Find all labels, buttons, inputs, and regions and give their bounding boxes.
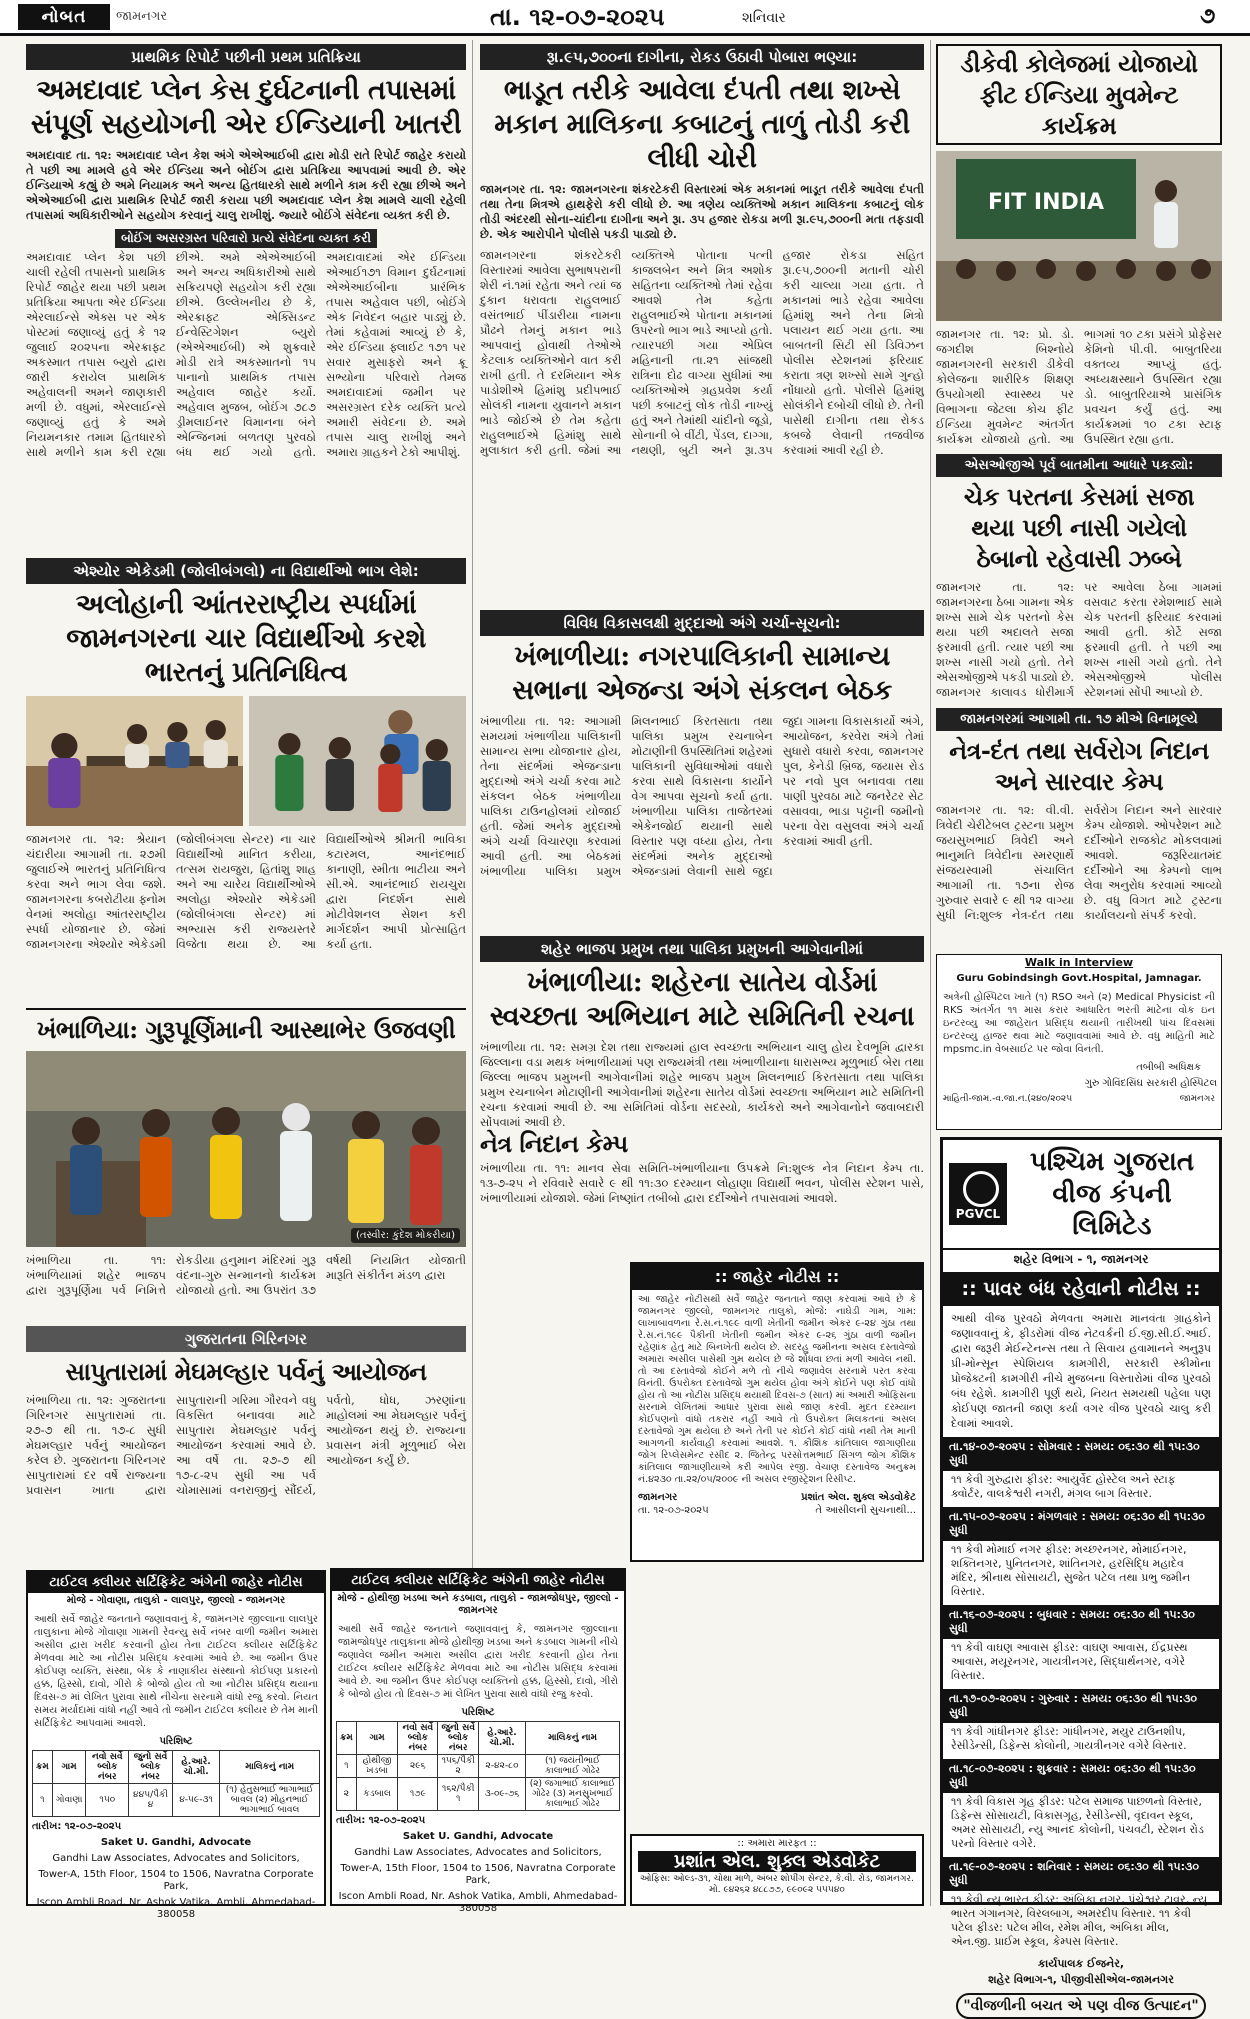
article-kicker: વિવિધ વિકાસલક્ષી મુદ્દાઓ અંગે ચર્ચા-સૂચનો: (480, 610, 924, 636)
interview-sign-org: ગુરુ ગોવિંદસિંઘ સરકારી હોસ્પિટલ (1084, 1078, 1217, 1089)
notice-body: આ જાહેર નોટીસથી સર્વે જાહેર જનતાને જાણ કરવામાં આવે છે કે જામનગર જીલ્લો, જામનગર તાલુકો, મોજે: નાઘેડી ગામ, ગામ: લાખાબાવળના રે.સ.નં.૧૯૯ વાળી ખેતીની જમીન એકર ૯-૨૪ ગુંઠા તથા રે.સ.નં.૧૯૯ પૈકીની ખેતીની જમીન એકર ૯-૨૬ ગુંઠા વાળી જમીન રહેણાંક હેતુ માટે બિનખેતી થયેલ છે. સદરહુ જમીનના અસલ દસ્તાવેજો અમારા અસીલ પાસેથી ગુમ થયેલ છે જે શોધવા છતાં મળી આવેલ નથી. તો આ દસ્તાવેજો કોઈને મળે તો નીચે જણાવેલ સરનામે પરત કરવા વિનંતી. ઉપરોક્ત દસ્તાવેજો ગુમ થયેલ હોવા અંગે કોઈને પણ કોઈ વાંધો હોય તો આ નોટીસ પ્રસિદ્ધ થયાથી દિવસ-૭ (સાત) માં અમારી ઓફિસના સરનામે લેખિતમાં આધાર પુરાવા સાથે જાણ કરવી. મુદત દરમ્યાન કોઈપણનો વાંધો તકરાર નહીં આવે તો ઉપરોક્ત મિલકતનાં અસલ દસ્તાવેજો ગુમ થયેલા છે અને તેની પર કોઈને કોઈ વાંધો નથી તેમ માની આગળની કાર્યવાહી કરવામાં આવશે. ૧. કૌશિક કાંતિલાલ જાગાણીયા જોગ રિપ્લેસમેન્ટ રસીદ ૨. જિતેન્દ્ર પરસોત્તમભાઈ સિંગળ જોગ કૌશિક કાંતિલાલ જાગાણીયાએ કરી આપેલ રજી. વેચાણ દસ્તાવેજ અનુક્રમ નં.૪૨૩૦ તા.૨૨/૦૫/૨૦૦૯ ની અસલ રજીસ્ટ્રેશન રિસીપ્ટ. (638, 1294, 916, 1485)
table-header: નવો સર્વે બ્લોક નંબર (398, 1722, 438, 1755)
students-photo-2 (249, 696, 466, 826)
notice-schedule-table (32, 1750, 320, 1817)
interview-title: Walk in Interview (1024, 956, 1134, 969)
pgvcl-slogan: "વીજળીની બચત એ પણ વીજ ઉત્પાદન" (956, 1993, 1206, 2019)
table-cell: ૧૫૬/પૈકી ૨ (438, 1755, 479, 1778)
interview-body: અત્રેની હોસ્પિટલ ખાતે (૧) RSO અને (૨) Medical Physicist ની RKS અંતર્ગત ૧૧ માસ કરાર આધારિત ભરતી માટેના વોક ઇન ઇન્ટરવ્યુ આ જાહેરાત પ્રસિદ્ધ થયાની તારીખથી પાંચ દિવસમાં ઇન્ટરવ્યુ હાજર થવા માટે જણાવવામાં આવે છે. વધુ માહિતી માટે mpsmc.in વેબસાઈટ પર જોવા વિનંતી. (943, 992, 1215, 1055)
table-header: ક્રમ (337, 1722, 357, 1755)
article-headline: ભાડૂત તરીકે આવેલા દંપતી તથા શખ્સે મકાન માલિકના કબાટનું તાળું તોડી કરી લીધી ચોરી (494, 75, 910, 174)
notice-signer-note: તે આસીલની સુચનાથી... (815, 1505, 916, 1516)
article-headline: ચેક પરતના કેસમાં સજા થયા પછી નાસી ગયેલો ઠેબાનો રહેવાસી ઝબ્બે (963, 482, 1195, 573)
article-headline: અમદાવાદ પ્લેન કેસ દુર્ઘટનાની તપાસમાં સંપૂર્ણ સહયોગની એર ઈન્ડિયાની ખાતરી (30, 75, 462, 140)
notice-signer: Saket U. Gandhi, Advocate (100, 1837, 252, 1848)
notice-schedule-label: પરિશિષ્ટ (461, 1707, 495, 1718)
notice-title: :: જાહેર નોટીસ :: (632, 1264, 922, 1290)
notice-body: આથી સર્વે જાહેર જનતાને જણાવવાનું કે, જામનગર જીલ્લાના જામજોધપુર તાલુકાના મોજે હોથીજી ખડબા અને કડબાલ ગામની નીચે જણાવેલ જમીન અમારા અસીલ દ્વારા ખરીદ કરવાની હોય તેના ટાઈટલ ક્લીયર સર્ટિફિકેટ મેળવવા માટે આ નોટીસ પ્રસિદ્ધ કરવામાં આવે છે. આ જમીન ઉપર કોઈપણ વ્યક્તિનો હક્ક, હિસ્સો, દાવો, ગીરો કે બોજો હોય તો દિવસ-૭ માં લેખિત પુરાવા સાથે વાંધો રજુ કરવો. (338, 1624, 618, 1700)
pgvcl-logo-text: PGVCL (955, 1207, 1001, 1221)
table-cell: ૧ (337, 1755, 357, 1778)
lawyer-name: પ્રશાંત એલ. શુક્લ એડવોકેટ (638, 1851, 916, 1872)
title-clear-notice-govana (26, 1570, 326, 1920)
pgvcl-signatory: કાર્યપાલક ઈજનેર, (1037, 1957, 1125, 1970)
article-gurupurnima (26, 1008, 466, 1320)
notice-date: તારીખ: ૧૨-૦૭-૨૦૨૫ (336, 1815, 426, 1826)
article-body: જામનગર તા. ૧૨: વી.વી. ત્રિવેદી ચેરીટેબલ ટ્રસ્ટના પ્રમુખ જયસુખભાઈ ત્રિવેદી અને ભાનુમતિ ત્રિવેદીના સ્મરણાર્થે સંજયસ્વામી સંચાલિત આગામી તા. ૧૭ના રોજ ગુરુવાર સવારે ૯ થી ૧૨ વાગ્યા સુધી નિ:શુલ્ક નેત્ર-દંત તથા સર્વરોગ નિદાન અને સારવાર કેમ્પ યોજાશે. ઓપરેશન માટે દર્દીઓને રાજકોટ મોકલવામાં આવશે. જરૂરિયાતમંદ દર્દીઓને આ કેમ્પનો લાભ લેવા અનુરોધ કરવામાં આવ્યો છે. વધુ વિગત માટે ટ્રસ્ટના કાર્યાલયનો સંપર્ક કરવો. (936, 803, 1222, 922)
pgvcl-notice-title: :: પાવર બંધ રહેવાની નોટીસ :: (943, 1272, 1219, 1306)
schedule-entry: ૧૧ કેવી વાઘણ આવાસ ફીડર: વાઘણ આવાસ, ઈંદ્રપ્રસ્થ આવાસ, મયૂરનગર, ગાયત્રીનગર, સિદ્ધાર્થનગર, વગેરે વિસ્તાર. (951, 1641, 1188, 1682)
eye-camp-body: ખંભાળીયા તા. ૧૧: માનવ સેવા સમિતિ-ખંભાળીયાના ઉપક્રમે નિ:શુલ્ક નેત્ર નિદાન કેમ્પ તા. ૧૩-૭-૨૫ ને રવિવારે સવારે ૯ થી ૧૧:૩૦ દરમ્યાન લોહાણા વિદ્યાર્થી ભવન, પોલીસ સ્ટેશન પાસે, ખંભાળીયામાં યોજાશે. જેમાં નિષ્ણાંત તબીબો દ્વારા દર્દીઓને તપાસવામાં આવશે. (480, 1161, 924, 1205)
notice-place: જામનગર (638, 1492, 678, 1503)
article-headline: ખંભાળિયા: ગુરૂપૂર્ણિમાની આસ્થાભેર ઉજવણી (26, 1008, 466, 1051)
article-kicker: જામનગરમાં આગામી તા. ૧૭ મીએ વિનામૂલ્યે (936, 708, 1222, 731)
table-header: માલિકનું નામ (220, 1751, 320, 1784)
notice-firm: Gandhi Law Associates, Advocates and Solicitors, (52, 1853, 300, 1864)
article-headline: ડીકેવી કોલેજમાં યોજાયો ફીટ ઈન્ડિયા મુવમેન્ટ કાર્યક્રમ (936, 44, 1222, 145)
notice-date: તા. ૧૨-૦૭-૨૦૨૫ (638, 1505, 709, 1516)
lawyer-address: ઓફિસ: ઓલ્ડ-૩૧, ચોથા માળે, અંબર શોપીંગ સેન્ટર, કે.વી. રોડ, જામનગર. મો. ૯૪૨૬૨ ૪૮૮૭૭, ૯૯૦૯૨ ૫૫૫૪૦ (640, 1874, 914, 1895)
article-fit-india (936, 44, 1222, 448)
schedule-entry: ૧૧ કેવી મોમાઈ નગર ફીડર: મચ્છરનગર, મોમાઈનગર, શક્તિનગર, પુનિતનગર, શાંતિનગર, હરસિદ્ધિ મહાદેવ મંદિર, શ્રીનાથ સોસાયટી, સુજેત પટેલ તથા પ્રભુ જમીન વિસ્તાર. (951, 1543, 1191, 1598)
table-header: નવો સર્વે બ્લોક નંબર (86, 1751, 129, 1784)
table-header: માલિકનું નામ (526, 1722, 620, 1755)
logo-city: જામનગર (116, 9, 168, 24)
article-kicker: એસઓજીએ પૂર્વ બાતમીના આધારે પકડ્યો: (936, 454, 1222, 477)
article-headline: અલોહાની આંતરરાષ્ટ્રીય સ્પર્ધામાં જામનગરના ચાર વિદ્યાર્થીઓ કરશે ભારતનું પ્રતિનિધિત્વ (66, 589, 426, 688)
table-header: જુનો સર્વે બ્લોક નંબર (129, 1751, 173, 1784)
notice-address-line1: Tower-A, 15th Floor, 1504 to 1506, Navratna Corporate Park, (38, 1869, 314, 1892)
article-kicker: પ્રાથમિક રિપોર્ટ પછીની પ્રથમ પ્રતિક્રિયા (26, 44, 466, 70)
table-cell: ૧૫૦ (86, 1784, 129, 1817)
table-cell: ૨૯૬ (398, 1755, 438, 1778)
lawyer-advert (630, 1834, 924, 1906)
article-subhead: બોઈંગ અસરગ્રસ્ત પરિવારો પ્રત્યે સંવેદના વ્યક્ત કરી (115, 229, 377, 248)
table-cell: (૨) જગાભાઈ કાલાભાઈ ગોઢેર (૩) મનસુખભાઈ કાલાભાઈ ગોઢેર (526, 1778, 620, 1811)
article-headline: સાપુતારામાં મેઘમલ્હાર પર્વનું આયોજન (65, 1357, 427, 1386)
fit-india-banner-text: FIT INDIA (988, 190, 1104, 215)
masthead (0, 0, 1250, 36)
pgvcl-intro: આથી વીજ પુરવઠો મેળવતા અમારા માનવંતા ગ્રાહકોને જણાવવાનું કે, ફીડરોમાં વીજ નેટવર્કની ઈ.જી.સી.ઈ.આઈ. દ્વારા જરૂરી મેઈન્ટેનન્સ તથા તે સિવાય હવામાનને અનુરૂપ પ્રી-મોન્સૂન સ્પેશિયલ કામગીરી, સરકારી સ્કીમોના પ્રોજેક્ટની કામગીરી નીચે મુજબના વિસ્તારોમાં વીજ પુરવઠો બંધ રહેશે. કામગીરી પૂર્ણ થયે, નિયત સમયથી પહેલા પણ કોઈપણ જાતની જાણ કર્યા વગર વીજ પુરવઠો ચાલુ કરી દેવામાં આવશે. (951, 1312, 1211, 1430)
notice-title: ટાઈટલ ક્લીયર સર્ટિફિકેટ અંગેની જાહેર નોટીસ (28, 1572, 324, 1593)
table-header: જુનો સર્વે બ્લોક નંબર (438, 1722, 479, 1755)
table-cell: કડબાલ (356, 1778, 398, 1811)
schedule-entry: ૧૧ કેવી ગુરુદ્વારા ફીડર: આયુર્વેદ હોસ્ટેલ અને સ્ટાફ ક્વોર્ટર, વાલકેશ્વરી નગરી, મંગલ બાગ વિસ્તાર. (951, 1473, 1176, 1500)
article-saputara (26, 1326, 466, 1566)
article-kicker: એશ્યોર એકેડમી (જોલીબંગલો) ના વિદ્યાર્થીઓ ભાગ લેશે: (26, 558, 466, 584)
pgvcl-company-name: પશ્ચિમ ગુજરાત વીજ કંપની લિમિટેડ (1029, 1147, 1195, 1241)
article-body: જામનગરના શંકરટેકરી વિસ્તારમાં આવેલા સુભાષપરાની શેરી નં.૧માં રહેતા અને ત્યાં જ દુકાન ધરાવતા રાહુલભાઈ વસંતભાઈ પીંડારીયા નામના પ્રૌઢને તેમનું મકાન ભાડે આપવાનું હોવાથી તેઓએ કેટલાક વ્યક્તિઓને વાત કરી રાખી હતી. તે દરમિયાન એક પાડોશીએ હિમાંશુ પ્રદીપભાઈ સોલંકી નામના યુવાનને મકાન ભાડે જોઈએ છે તેમ કહેતા રાહુલભાઈએ હિમાંશુ સાથે મુલાકાત કરી હતી. જેમાં આ વ્યક્તિએ પોતાના પત્ની કાજલબેન અને મિત્ર અશોક સહિતના વ્યક્તિઓ તેમાં રહેવા આવશે તેમ કહેતા રાહુલભાઈએ પોતાના મકાનમાં ઉપરનો ભાગ ભાડે આપ્યો હતો. ત્યારપછી ગયા એપ્રિલ મહિનાની તા.૨૧ સાંજથી રાત્રિના દોઢ વાગ્યા સુધીમાં આ વ્યક્તિઓએ ગ્રહપ્રવેશ કર્યા પછી કબાટનું લોક તોડી નાખ્યું હતું અને તેમાંથી ચાંદીનો જૂડો, સોનાની બે વીંટી, પેંડલ, દાગ્ગા, નથણી, બુટી અને રૂા.૩૫ હજાર રોકડા સહિત રૂા.૯૫,૭૦૦ની મતાની ચોરી કરી ચાલ્યા ગયા હતા. તે મકાનમાં ભાડે રહેવા આવેલા હિમાંશુ અને તેના મિત્રો પલાયન થઈ ગયા હતા. આ બાબતની સિટી સી ડિવિઝન પોલીસ સ્ટેશનમાં ફરિયાદ કરાતા ત્રણ શખ્સો સામે ગુન્હો નોંધાયો હતો. પોલીસે હિમાંશુ સોલંકીને દબોચી લીધો છે. તેની પાસેથી દાગીના તથા રોકડ કબજે લેવાની તજવીજ કરવામાં આવી રહી છે. (480, 248, 924, 457)
article-cleanliness-committee (480, 936, 924, 1258)
notice-address-line2: Iscon Ambli Road, Nr. Ashok Vatika, Ambli, Ahmedabad-380058 (36, 1897, 316, 1920)
pgvcl-schedule (943, 1437, 1219, 1951)
gurupurnima-photo (26, 1051, 466, 1247)
lawyer-label: :: અમારા મારફત :: (737, 1838, 817, 1849)
photo-credit: (તસ્વીર: કુંદેશ મોકરીયા) (351, 1228, 460, 1243)
notice-firm: Gandhi Law Associates, Advocates and Solicitors, (354, 1847, 602, 1858)
article-body: જામનગર તા. ૧૨: શ્રેયાન ચંદારીયા આગામી તા. ૨૭મી જુલાઈએ ભારતનું પ્રતિનિધિત્વ કરવા અને ભાગ લેવા જશે. જામનગરના કબરોટીયા ફ્નોમ વેનમાં અલોહા આંતરરાષ્ટ્રીય સ્પર્ધા યોજાનાર છે. જેમાં જામનગરના એશ્યોર એકેડમી (જોલીબંગલા સેન્ટર) ના ચાર વિદ્યાર્થીઓ માનિત કરીયા, તત્સમ રાયજુરા, હિતાંશુ શાહ અને આ ચારેય વિદ્યાર્થીઓએ અલોહા એશ્યોર એકેડમી (જોલીબંગલા સેન્ટર) માં અભ્યાસ કરી રાજ્યસ્તરે વિજેતા થયા છે. આ વિદ્યાર્થીઓએ શ્રીમતી ભાવિકા કટારમલ, આનંદભાઈ કાનાણી, સ્મીતા ભાટીયા અને સી.એ. આનંદભાઈ રાયચુરા દ્વારા નિદર્શન સાથે મોટીવેશનલ સેશન કરી માર્ગદર્શન આપી પ્રોત્સાહિત કર્યા હતા. (26, 832, 466, 951)
students-photo-1 (26, 696, 243, 826)
schedule-entry: ૧૧ કેવી ગાંધીનગર ફીડર: ગાંધીનગર, મયુર ટાઉનશીપ, રેસીડેન્સી, ડિફેન્સ કોલોની, ગાયત્રીનગર વગેરે વિસ્તાર. (951, 1725, 1187, 1752)
table-row (337, 1778, 620, 1811)
notice-address-line1: Tower-A, 15th Floor, 1504 to 1506, Navratna Corporate Park, (340, 1863, 616, 1886)
schedule-day: તા.૧૭-૦૭-૨૦૨૫ : ગુરુવાર : સમય: ૦૬:૩૦ થી ૧૫:૩૦ સુધી (943, 1689, 1219, 1723)
pgvcl-signatory-office: શહેર વિભાગ-૧, પીજીવીસીએલ-જામનગર (988, 1973, 1174, 1986)
article-headline: ખંભાળીયા: શહેરના સાતેય વોર્ડમાં સ્વચ્છતા અભિયાન માટે સમિતિની રચના (489, 967, 915, 1032)
page-number: ૭ (1200, 4, 1216, 29)
pgvcl-power-cut-notice (940, 1137, 1222, 2014)
schedule-day: તા.૧૯-૦૭-૨૦૨૫ : શનિવાર : સમય: ૦૬:૩૦ થી ૧૫:૩૦ સુધી (943, 1857, 1219, 1891)
table-cell: (૧) જયંતીભાઈ કાલાભાઈ ગોઢેર (526, 1755, 620, 1778)
article-headline: ખંભાળીયા: નગરપાલિકાની સામાન્ય સભાના એજન્ડા અંગે સંકલન બેઠક (512, 641, 892, 706)
table-cell: ૧૭૯ (398, 1778, 438, 1811)
article-body: ખંભાળિયા તા. ૧૨: ગુજરાતના ગિરિનગર સાપુતારામાં તા. ૨૭-૭ થી તા. ૧૭-૮ સુધી મેઘમલ્હાર પર્વનું આયોજન કરેલ છે. ગુજરાતના ગિરિનગર સાપુતારામાં દર વર્ષે રાજ્યના પ્રવાસન ખાતા દ્વારા સાપુતારાની ગરિમા ગૌરવને વધુ વિકસિત બનાવવા માટે સાપુતારા મેઘમલ્હાર પર્વનું આયોજન કરવામાં આવે છે. આ વર્ષે તા. ૨૭-૭ થી ૧૭-૮-૨૫ સુધી આ પર્વ ચોમાસામાં વનરાજીનું સૌંદર્ય, પર્વતો, ધોધ, ઝરણાંના માહોલમાં આ મેઘમલ્હાર પર્વનું આયોજન થયું છે. રાજ્યના પ્રવાસન મંત્રી મૂળુભાઈ બેરા આયોજન કર્યું છે. (26, 1393, 466, 1497)
article-lead: અમદાવાદ તા. ૧૨: અમદાવાદ પ્લેન કેશ અંગે એએઆઈબી દ્વારા મોડી રાતે રિપોર્ટ જાહેર કરાયો તે પછી આ મામલે હવે એર ઈન્ડિયા અને બોઈંગ દ્વારા પ્રતિક્રિયા આપવામાં આવી છે. એર ઈન્ડિયાએ કહ્યું છે અમે નિયામક અને અન્ય હિતધારકો સાથે મળીને કામ કરી રહ્યા છીએ અને એએઆઈબી દ્વારા પ્રાથમિક રિપોર્ટ જારી કરાયા પછી અમદાવાદ પ્લેન કેશ મામલે ચાલી રહેલી તપાસમાં અધિકારીઓને સહયોગ કરવાનું ચાલુ રાખીશું. જ્યારે બોઈંગે સંવેદના વ્યક્ત કરી છે. (26, 148, 466, 222)
notice-signer: Saket U. Gandhi, Advocate (402, 1831, 554, 1842)
article-tenant-theft (480, 44, 924, 604)
notice-schedule-label: પરિશિષ્ટ (159, 1736, 193, 1747)
article-body: જામનગર તા. ૧૨: જામનગરના ઠેબા ગામના એક શખ્સ સામે ચેક પરતનો કેસ થયા પછી અદાલતે સજા ફરમાવી હતી. ત્યાર પછી આ શખ્સ નાસી ગયો હતો. તેને એસઓજીએ પકડી પાડ્યો છે. જામનગર કાલાવડ ધોરીમાર્ગ પર આવેલા ઠેબા ગામમાં વસવાટ કરતા રમેશભાઈ સામે ચેક પરતની ફરિયાદ કરવામાં આવી હતી. કોર્ટે સજા ફરમાવી હતી. તે પછી આ શખ્સ નાસી ગયો હતો. તેને એસઓજીએ પોલીસ સ્ટેશનમાં સોંપી આપ્યો છે. (936, 580, 1222, 699)
article-kicker: શહેર ભાજપ પ્રમુખ તથા પાલિકા પ્રમુખની આગેવાનીમાં (480, 936, 924, 962)
pgvcl-division: શહેર વિભાગ - ૧, જામનગર (1013, 1252, 1149, 1266)
table-cell: ૨ (337, 1778, 357, 1811)
fit-india-photo (936, 151, 1222, 321)
schedule-day: તા.૧૫-૦૭-૨૦૨૫ : મંગળવાર : સમય: ૦૬:૩૦ થી ૧૫:૩૦ સુધી (943, 1507, 1219, 1541)
interview-ref: માહિતી-જામ.-વ.જા.ન.(૨૪૦/૨૦૨૫ (943, 1094, 1073, 1104)
interview-sign-title: તબીબી અધિક્ષક (1136, 1062, 1201, 1073)
notice-signer: પ્રશાંત એલ. શુક્લ એડવોકેટ (801, 1492, 916, 1503)
notice-meta: મોજે - ગોવાણા, તાલુકો - લાલપુર, જીલ્લો - જામનગર (66, 1595, 286, 1606)
newspaper-logo: નોબત (18, 4, 110, 30)
article-body: ખંભાળીયા તા. ૧૨: સમગ્ર દેશ તથા રાજ્યમાં હાલ સ્વચ્છતા અભિયાન ચાલુ હોય દેવભૂમિ દ્વારકા જિલ્લાના વડા મથક ખંભાળીયામાં પણ રાજ્યમંત્રી તથા ખંભાળીયાના ધારાસભ્ય મૂળુભાઈ બેરા તથા જિલ્લા ભાજપ પ્રમુખની આગેવાનીમાં શહેર ભાજપ પ્રમુખ મિલનભાઈ કિરતસાતા તથા પાલિકા પ્રમુખ રચનાબેન મોટાણીની આગેવાનીમાં શહેરના સાતેય વોર્ડમાં સ્વચ્છતા અભિયાન માટે સમિતિની રચના કરવામાં આવી છે. આ સમિતિમાં વોર્ડના સદસ્યો, કાર્યકરો અને આગેવાનોને જવાબદારી સોંપવામાં આવી છે. (480, 1040, 924, 1129)
table-cell: ગોવાણા (52, 1784, 86, 1817)
table-row (337, 1755, 620, 1778)
article-body: અમદાવાદ પ્લેન કેશ પછી ચાલી રહેલી તપાસનો પ્રાથમિક રિપોર્ટ જાહેર થયા પછી પ્રથમ પ્રતિક્રિયા આપતા એર ઈન્ડિયા એરલાઈન્સે એક્સ પર એક પોસ્ટમાં જણાવ્યું હતું કે ૧૨ જુલાઈ ૨૦૨૫ના એરક્રાફ્ટ અકસ્માત તપાસ બ્યુરો દ્વારા જારી કરાયેલ પ્રાથમિક અહેવાલની અમને જાણકારી મળી છે. વધુમાં, એરલાઈન્સે જણાવ્યું હતું કે અમે નિયમનકાર તમામ હિતધારકો સાથે મળીને કામ કરી રહ્યા છીએ. અમે એએઆઈબી અને અન્ય અધિકારીઓ સાથે સક્રિયપણે સહયોગ કરી રહ્યા છીએ. ઉલ્લેખનીય છે કે, એરક્રાફ્ટ એક્સિડન્ટ ઈન્વેસ્ટિગેશન બ્યુરો (એએઆઈબી) એ શુક્રવારે મોડી રાત્રે અકસ્માતનો ૧૫ પાનાનો પ્રાથમિક તપાસ અહેવાલ જાહેર કર્યો. અહેવાલ મુજબ, બોઈંગ ૭૮૭ ડ્રીમલાઈનર વિમાનના બંને એન્જિનમાં બળતણ પુરવઠો બંધ થઈ ગયો હતો. અમદાવાદમાં એર ઈન્ડિયા એઆઈ૧૭૧ વિમાન દુર્ઘટનામાં એએઆઈબીના પ્રારંભિક તપાસ અહેવાલ પછી, બોઈંગે એક નિવેદન બહાર પાડ્યું છે. તેમાં કહેવામાં આવ્યું છે કે, એર ઈન્ડિયા ફ્લાઈટ ૧૭૧ પર સવાર મુસાફરો અને ક્રૂ સભ્યોના પરિવારો તેમજ અમદાવાદમાં જમીન પર અસરગ્રસ્ત દરેક વ્યક્તિ પ્રત્યે અમારી સંવેદના છે. અમે તપાસ ચાલુ રાખીશું અને અમારા ગ્રાહકને ટેકો આપીશું. (26, 250, 466, 459)
issue-day: શનિવાર (742, 10, 786, 26)
article-kicker: રૂા.૯૫,૭૦૦ના દાગીના, રોકડ ઉઠાવી પોબારા ભણ્યા: (480, 44, 924, 70)
article-headline: નેત્ર-દંત તથા સર્વરોગ નિદાન અને સારવાર કેમ્પ (949, 736, 1209, 796)
eye-camp-headline: નેત્ર નિદાન કેમ્પ (480, 1129, 628, 1158)
table-cell: (૧) હેતુસભાઈ ભાગાભાઈ બાવલ (૨) મોહનભાઈ ભાગાભાઈ બાવલ (220, 1784, 320, 1817)
article-aloha-competition (26, 558, 466, 1002)
table-cell: ૪-૫૯-૩૧ (172, 1784, 220, 1817)
schedule-day: તા.૧૮-૦૭-૨૦૨૫ : શુક્રવાર : સમય: ૦૬:૩૦ થી ૧૫:૩૦ સુધી (943, 1759, 1219, 1793)
pgvcl-logo-icon (949, 1163, 1007, 1225)
table-cell: ૧ (33, 1784, 53, 1817)
interview-city: જામનગર (1179, 1094, 1215, 1104)
table-header: હે.આરે. ચો.મી. (479, 1722, 526, 1755)
schedule-day: તા.૧૪-૦૭-૨૦૨૫ : સોમવાર : સમય: ૦૬:૩૦ થી ૧૫:૩૦ સુધી (943, 1437, 1219, 1471)
table-header: હે.આરે. ચો.મી. (172, 1751, 220, 1784)
article-air-india (26, 44, 466, 552)
table-header: ગામ (356, 1722, 398, 1755)
table-cell: ૧૬૨/પૈકી ૧ (438, 1778, 479, 1811)
column-divider (930, 40, 931, 1906)
notice-schedule-table (336, 1721, 620, 1811)
table-cell: ૪૪૫/પૈકી ૪ (129, 1784, 173, 1817)
notice-meta: મોજે - હોથીજી ખડબા અને કડબાલ, તાલુકો - જામજોધપુર, જીલ્લો - જામનગર (337, 1593, 619, 1616)
article-body: ખંભાળિયા તા. ૧૧: ખંભાળિયામાં શહેર ભાજપ દ્વારા ગુરૂપૂર્ણિમા પર્વ નિમિત્તે રોકડીયા હનુમાન મંદિરમાં ગુરૂ વંદના-ગુરુ સન્માનનો કાર્યક્રમ યોજાયો હતો. આ ઉપરાંત ૩૭ વર્ષથી નિયમિત યોજાતી મારૂતિ સંકીર્તન મંડળ દ્વારા (26, 1253, 466, 1297)
issue-date: તા. ૧૨-૦૭-૨૦૨૫ (490, 3, 665, 31)
table-cell: હોથીજી ખડબા (356, 1755, 398, 1778)
public-notice-lost-documents (630, 1262, 924, 1562)
article-lead: જામનગર તા. ૧૨: જામનગરના શંકરટેકરી વિસ્તારમાં એક મકાનમાં ભાડૂત તરીકે આવેલા દંપતી તથા તેના મિત્રએ હાથફેરો કરી લીધો છે. આ ત્રણેય વ્યક્તિઓ મકાન માલિકના કબાટનું લોક તોડી અંદરથી સોના-ચાંદીના દાગીના અને રૂા. ૩૫ હજાર રોકડા મળી રૂા.૯૫,૭૦૦ની મતા તફડાવી છે. એક આરોપીને પોલીસે પકડી પાડ્યો છે. (480, 182, 924, 241)
table-row (33, 1784, 320, 1817)
article-kicker: ગુજરાતના ગિરિનગર (26, 1326, 466, 1352)
notice-date: તારીખ: ૧૨-૦૭-૨૦૨૫ (32, 1821, 122, 1832)
walk-in-interview-notice (936, 954, 1222, 1130)
schedule-day: તા.૧૬-૦૭-૨૦૨૫ : બુધવાર : સમય: ૦૬:૩૦ થી ૧૫:૩૦ સુધી (943, 1605, 1219, 1639)
schedule-entry: ૧૧ કેવી ન્યુ ભારત ફીડર: અંબિકા નગર, પંચેશ્વર ટાવર, ન્યુ ભારત ગંગાનગર, વિરલબાગ, અમરદીપ વિસ્તાર. ૧૧ કેવી પટેલ ફીડર: પટેલ મીલ, રમેશ મીલ, અંબિકા મીલ, એન.જી. પ્રાઈમ સ્કૂલ, કેમ્પસ વિસ્તાર. (951, 1893, 1208, 1948)
table-cell: ૩-૦૯-૭૬ (479, 1778, 526, 1811)
title-clear-notice-hothiji (330, 1568, 626, 1914)
article-health-camp (936, 708, 1222, 948)
table-cell: ૨-૪૨-૮૦ (479, 1755, 526, 1778)
article-cheque-bounce (936, 454, 1222, 704)
table-header: ગામ (52, 1751, 86, 1784)
article-body: જામનગર તા. ૧૨: પ્રો. ડો. જગદીશ બિશ્નોયે જામનગરની સરકારી ડીકેવી કોલેજના શારીરિક શિક્ષણ ઉપયોગથી સ્વાસ્થ્ય પર વિભાગના જેટલા કોચ ફીટ ઈન્ડિયા મુવમેન્ટ અંતર્ગત કાર્યક્રમ યોજાયો હતો. આ ભાગમાં ૧૦ ટકા પ્રસંગે પ્રોફેસર કેમિનો પી.વી. બાબુતરિયા વક્તવ્ય આપ્યું હતું. અધ્યક્ષસ્થાને ઉપસ્થિત રહ્યા ડો. બાબુતરિયાએ પ્રાસંગિક પ્રવચન કર્યું હતું. આ કાર્યક્રમમાં ૧૦ ટકા સ્ટાફ ઉપસ્થિત રહ્યા હતા. (936, 327, 1222, 446)
schedule-entry: ૧૧ કેવી વિકાસ ગૃહ ફીડર: પટેલ સમાજ પાછળનો વિસ્તાર, ડિફેન્સ સોસાયટી, વિકાસગૃહ, રેસીડેન્સી, વૃંદાવન સ્કૂલ, અમર સોસાયટી, ન્યુ આનંદ કોલોની, પંચવટી, સ્ટેશન રોડ પરનો વિસ્તાર વગેરે. (951, 1795, 1204, 1850)
interview-org: Guru Gobindsingh Govt.Hospital, Jamnagar. (956, 973, 1202, 984)
notice-address-line2: Iscon Ambli Road, Nr. Ashok Vatika, Ambli, Ahmedabad-380058 (338, 1891, 618, 1914)
table-header: ક્રમ (33, 1751, 53, 1784)
notice-body: આથી સર્વે જાહેર જનતાને જણાવવાનું કે, જામનગર જીલ્લાના લાલપુર તાલુકાના મોજે ગોવાણા ગામની રેવન્યુ સર્વે નંબર વાળી જમીન અમારા અસીલ દ્વારા ખરીદ કરવાની હોય તેના ટાઈટલ ક્લીયર સર્ટિફિકેટ મેળવવા માટે આ નોટીસ પ્રસિદ્ધ કરવામાં આવે છે. આ જમીન ઉપર કોઈપણ વ્યક્તિ, સંસ્થા, બેંક કે નાણાકીય સંસ્થાનો કોઈપણ પ્રકારનો હક્ક, હિસ્સો, દાવો, ગીરો કે બોજો હોય તો આ નોટીસ પ્રસિદ્ધ થયાના દિવસ-૭ માં લેખિત પુરાવા સાથે નીચેના સરનામે વાંધો રજુ કરવો. નિયત સમય મર્યાદામાં વાંધો નહીં આવે તો જમીન ટાઈટલ ક્લીયર છે તેમ માની સર્ટિફિકેટ આપવામાં આવશે. (34, 1614, 318, 1729)
article-body: ખંભાળીયા તા. ૧૨: આગામી સમયમાં ખંભાળીયા પાલિકાની સામાન્ય સભા યોજાનાર હોય, તેના સંદર્ભમાં એજન્ડાના મુદ્દાઓ અંગે ચર્ચા કરવા માટે સંકલન બેઠક ખંભાળીયા પાલિકા ટાઉનહોલમાં યોજાઈ હતી. જેમાં અનેક મુદ્દાઓ અંગે ચર્ચા વિચારણા કરવામાં આવી હતી. આ બેઠકમાં ખંભાળીયા પાલિકા પ્રમુખ મિલનભાઈ કિરતસાતા તથા પાલિકા પ્રમુખ રચનાબેન મોટાણીની ઉપસ્થિતિમાં શહેરમાં પાલિકાની સુવિધાઓમાં વધારો કરવા સાથે વિકાસના કાર્યોને વેગ આપવા સૂચનો કર્યા હતા. ખંભાળીયા પાલિકા તાજેતરમાં એકેનજોઈ થયાની સાથે વિસ્તાર પણ વધ્યા હોય, તેના સંદર્ભમાં અનેક મુદ્દાઓ એજન્ડામાં લેવાની સાથે જુદા જુદા ગામના વિકાસકાર્યો અંગે, આયોજન, કરવેરા અંગે તેમાં સુધારો વધારો કરવા, જામનગર પુલ, કેનેડી બ્રિજ, જયાસ રોડ પર નવો પુલ બનાવવા તથા પાણી પુરવઠા માટે જનરેટર સેટ વસાવવા, ભાડા પટ્ટાની જમીનો પરના વેરા વસુલવા અંગે ચર્ચા કરવામાં આવી હતી. (480, 714, 924, 878)
notice-title: ટાઈટલ ક્લીયર સર્ટિફિકેટ અંગેની જાહેર નોટીસ (332, 1570, 624, 1591)
article-municipal-meeting (480, 610, 924, 930)
